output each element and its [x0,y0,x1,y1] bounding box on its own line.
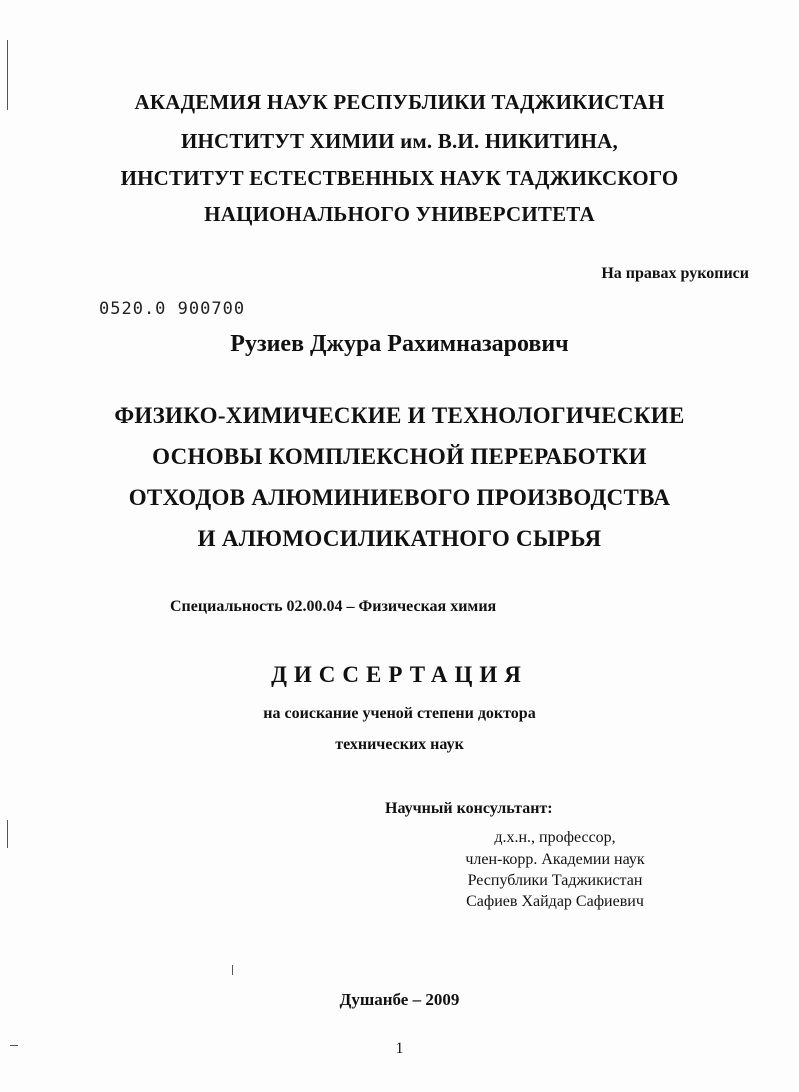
scan-edge-mark [232,965,233,975]
rights-note: На правах рукописи [601,265,749,282]
city-year: Душанбе – 2009 [339,990,460,1009]
specialty: Специальность 02.00.04 – Физическая химия [170,598,497,615]
author-name: Рузиев Джура Рахимназарович [230,331,569,357]
institution-line-4: НАЦИОНАЛЬНОГО УНИВЕРСИТЕТА [204,202,595,226]
degree-line-1: на соискание ученой степени доктора [263,705,536,722]
institution-line-2: ИНСТИТУТ ХИМИИ им. В.И. НИКИТИНА, [180,129,618,153]
title-line-4: И АЛЮМОСИЛИКАТНОГО СЫРЬЯ [197,526,602,551]
title-line-2: ОСНОВЫ КОМПЛЕКСНОЙ ПЕРЕРАБОТКИ [152,444,647,469]
consultant-line-3: Республики Таджикистан [467,872,643,889]
degree-line-2: технических наук [335,736,464,753]
title-line-3: ОТХОДОВ АЛЮМИНИЕВОГО ПРОИЗВОДСТВА [128,485,671,510]
scan-edge-mark [7,820,8,848]
page-number: 1 [395,1040,404,1057]
consultant-line-1: д.х.н., профессор, [494,829,616,846]
institution-line-3: ИНСТИТУТ ЕСТЕСТВЕННЫХ НАУК ТАДЖИКСКОГО [120,166,679,190]
catalog-code: 0520.0 900700 [99,299,246,319]
consultant-line-2: член-корр. Академии наук [465,851,645,868]
document-type: ДИССЕРТАЦИЯ [271,662,528,687]
consultant-line-4: Сафиев Хайдар Сафиевич [466,893,644,910]
institution-line-1: АКАДЕМИЯ НАУК РЕСПУБЛИКИ ТАДЖИКИСТАН [134,90,665,114]
title-line-1: ФИЗИКО-ХИМИЧЕСКИЕ И ТЕХНОЛОГИЧЕСКИЕ [114,403,685,428]
consultant-heading: Научный консультант: [385,800,553,817]
